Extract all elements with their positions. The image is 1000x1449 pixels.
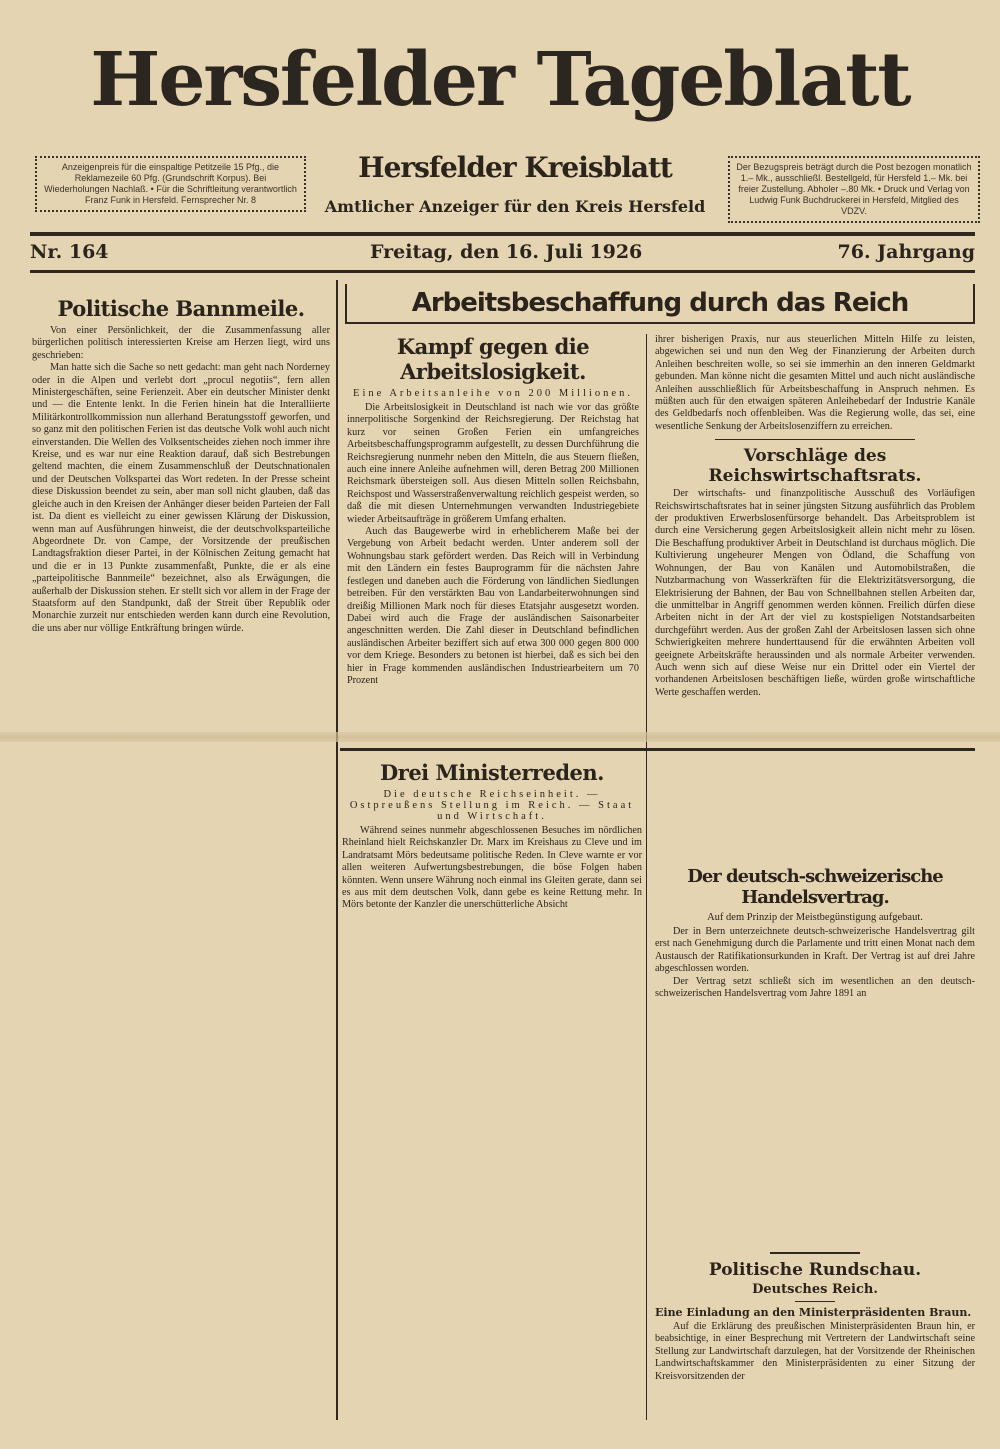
paragraph: Der in Bern unterzeichnete deutsch-schweizerische Handelsvertrag gilt erst nach Genehmigung durch die Parlamente und tritt einen Monat nach dem Austausch der Ratifikationsurkunden in Kraft. Der Vertrag ist auf drei Jahre abgeschlossen worden.	[655, 926, 975, 975]
issue-number: Nr. 164	[30, 241, 109, 263]
masthead-subtitle: Hersfelder Kreisblatt	[358, 151, 672, 184]
article-three-minister-speeches	[342, 760, 642, 1420]
paragraph: Auch das Baugewerbe wird in erheblicherem Maße bei der Vergebung von Arbeit bedacht werden. Unter anderem soll der Wohnungsbau stark gefördert werden. Das Reich will in Verbindung mit den Ländern ein festes Bauprogramm für die nächsten Jahre festlegen und daneben auch die Förderung von ländlichen Siedlungen betreiben. Für den verstärkten Bau von Landarbeiterwohnungen sind dreißig Millionen Mark noch für dieses Etatsjahr ausgesetzt worden. Dabei wird auch die Frage der ausländischen Saisonarbeiter angeschnitten werden. Die Zahl dieser in Deutschland befindlichen ausländischen Arbeiter beziffert sich auf etwa 300 000 gegen 800 000 vor dem Kriege. Besonders zu betonen ist hierbei, daß es sich bei den hier in Frage kommenden ausländischen Industriearbeitern um 70 Prozent	[347, 526, 639, 686]
rule	[340, 748, 975, 751]
kicker: Eine Arbeitsanleihe von 200 Millionen.	[353, 388, 633, 399]
ad-rates-box: Anzeigenpreis für die einspaltige Petitzeile 15 Pfg., die Reklamezeile 60 Pfg. (Grundschrift Korpus). Bei Wiederholungen Nachlaß. • Für die Schriftleitung verantwortlich Franz Funk in Hersfeld. Fernsprecher Nr. 8	[35, 156, 306, 212]
masthead-tagline: Amtlicher Anzeiger für den Kreis Hersfeld	[324, 197, 706, 216]
paragraph: ihrer bisherigen Praxis, nur aus steuerlichen Mitteln Hilfe zu leisten, abgewichen sei und nun den Weg der Finanzierung der Arbeiten durch Anleihen beschreiten wolle, so sei sie immerhin an den inneren Geldmarkt gebunden. Man könne nicht die gesamten Mittel und auch nicht ausländische Anleihen ausschließlich für Arbeitsbeschaffung in Anspruch nehmen. Es müßten auch für den etwaigen späteren Anleihebedarf der Industrie Kanäle des Geldbedarfs noch offenbleiben. Was die Regierung wolle, das sei, eine wesentliche Senkung der Arbeitslosenziffern zu erreichen.	[655, 334, 975, 432]
paragraph: Von einer Persönlichkeit, der die Zusammenfassung aller bürgerlichen politisch interessierten Kreise am Herzen liegt, wird uns geschrieben:	[32, 325, 330, 361]
kicker: Die deutsche Reichseinheit. — Ostpreußens Stellung im Reich. — Staat und Wirtschaft.	[349, 789, 635, 822]
subhead: Vorschläge des Reichswirtschaftsrats.	[708, 446, 922, 487]
rule	[30, 232, 975, 236]
paragraph: Der Vertrag setzt schließt sich im wesentlichen an den deutsch-schweizerischen Handelsvertrag vom Jahre 1891 an	[655, 975, 975, 1000]
divider	[795, 1301, 835, 1302]
headline: Kampf gegen die Arbeitslosigkeit.	[396, 334, 590, 384]
column-rule	[646, 334, 647, 1420]
masthead-title: Hersfelder Tageblatt	[90, 37, 910, 123]
headline: Drei Ministerreden.	[380, 760, 604, 785]
article-political-review	[655, 1246, 975, 1426]
subscription-box: Der Bezugspreis beträgt durch die Post bezogen monatlich 1.– Mk., ausschließl. Bestellgeld, für Hersfeld 1.– Mk. bei freier Zustellung. Abholer –.80 Mk. • Druck und Verlag von Ludwig Funk Buchdruckerei in Hersfeld, Mitglied des VDZV.	[728, 156, 980, 223]
article-unemployment-continued	[655, 334, 975, 734]
section-title: Deutsches Reich.	[752, 1282, 878, 1297]
dateline	[30, 240, 975, 266]
headline: Politische Rundschau.	[708, 1260, 922, 1280]
rule	[30, 270, 975, 273]
divider	[715, 439, 915, 440]
issue-date: Freitag, den 16. Juli 1926	[370, 241, 643, 263]
paragraph: Die Arbeitslosigkeit in Deutschland ist nach wie vor das größte innerpolitische Sorgenkind der Reichsregierung. Der Reichstag hat kurz vor seinen Großen Ferien ein umfangreiches Arbeitsbeschaffungsprogramm aufgestellt, zu dessen Durchführung die Reichsregierung nunmehr neben den Mitteln, die aus Steuern fließen, auch eine innere Anleihe aufnehmen will, deren Betrag 200 Millionen Reichsmark übersteigen soll. Aus diesen Mitteln sollen Reichsbahn, Reichspost und Wasserstraßenverwaltung reichlich gespeist werden, so daß die mit diesen Unternehmungen verwandten Industriegebiete wieder Arbeitsaufträge in größerem Umfang erhalten.	[347, 402, 639, 525]
paper-fold	[0, 732, 1000, 742]
volume: 76. Jahrgang	[837, 241, 975, 263]
paragraph: Der wirtschafts- und finanzpolitische Ausschuß des Vorläufigen Reichswirtschaftsrates hat in seiner jüngsten Sitzung ausführlich das Problem der produktiven Erwerbslosenfürsorge behandelt. Das Arbeitsproblem ist durch eine Versicherung gegen Arbeitslosigkeit allein nicht mehr zu lösen. Die Beschaffung produktiver Arbeit in Deutschland ist durchaus möglich. Die Kultivierung ungeheurer Mengen von Ödland, die Schaffung von Wohnungen, der Bau von Kanälen und Automobilstraßen, die Nutzbarmachung von Wasserkräften für die Elektrizitätsversorgung, die Elektrisierung der Bahnen, der Bau von Schnellbahnen stellen Arbeiten dar, die unmittelbar in Angriff genommen werden können. Freilich dürfen diese Arbeiten nicht in der Art der viel zu kostspieligen Notstandsarbeiten durchgeführt werden. Aus der großen Zahl der Arbeitslosen lassen sich ohne Schwierigkeiten mehrere hunderttausend für die erwähnten Arbeiten voll geeignete Arbeitskräfte heraussinden und als normale Arbeiter verwenden. Auch wenn sich auf diese Weise nur ein Drittel oder ein Viertel der vorhandenen Arbeitslosen beschäftigen ließe, würden große wirtschaftliche Werte geschaffen werden.	[655, 488, 975, 698]
article-trade-agreement	[655, 866, 975, 1236]
main-headline: Arbeitsbeschaffung durch das Reich	[345, 284, 975, 324]
column-rule	[336, 280, 338, 1420]
headline: Der deutsch-schweizerische Handelsvertrag.	[687, 866, 943, 908]
article-political-bannmeile	[32, 296, 330, 1416]
article-unemployment	[347, 334, 639, 734]
paragraph: Auf die Erklärung des preußischen Ministerpräsidenten Braun hin, er beabsichtige, in einer Besprechung mit Vertretern der Landwirtschaft seine Stellung zur Landwirtschaft darzulegen, hat der Vorsitzende der Rheinischen Landwirtschaftskammer den Ministerpräsidenten zu einer Sitzung der Kreisvorsitzenden der	[655, 1321, 975, 1382]
kicker: Auf dem Prinzip der Meistbegünstigung aufgebaut.	[707, 912, 923, 923]
paragraph: Während seines nunmehr abgeschlossenen Besuches im nördlichen Rheinland hielt Reichskanzler Dr. Marx im Kreishaus zu Cleve und im Landratsamt Mörs bedeutsame politische Reden. In Cleve warnte er vor allen weiteren Aufwertungsbestrebungen, die böse Folgen haben könnten. Wenn unsere Währung noch einmal ins Gleiten gerate, dann sei es aus mit dem deutschen Volk, dann gebe es keine Rettung mehr. In Mörs betonte der Kanzler die unerschütterliche Absicht	[342, 825, 642, 911]
item-title: Eine Einladung an den Ministerpräsidenten Braun.	[655, 1306, 972, 1319]
paragraph: Man hatte sich die Sache so nett gedacht: man geht nach Norderney oder in die Alpen und verlebt dort „procul negotiis“, fern allen Ministergeschäften, seine Ferienzeit. Aber ein deutscher Minister denkt und — die Entente lenkt. In die Ferien hinein hat die Interalliierte Militärkontrollkommission nun allerhand Beratungsstoff geworfen, und so ganz mit den politischen Ferien ist das deutsche Volk wohl auch nicht einverstanden. Die Wellen des Volksentscheides ziehen noch immer ihre Kreise, und es war nur eine Reaktion darauf, daß sich Bestrebungen geltend machten, die einem Zusammenschluß der Deutschnationalen und der Deutschen Volkspartei das Wort redeten. In der Presse scheint diese Diskussion beendet zu sein, aber man soll nicht glauben, daß das gleiche auch in den Kreisen der Anhänger dieser beiden Parteien der Fall ist. Da dient es vielleicht zu einer gewissen Klärung der Diskussion, wenn man auf Ausführungen hinweist, die der deutschvolksparteiliche Abgeordnete Dr. von Campe, der Vorsitzende der preußischen Landtagsfraktion dieser Partei, in der Kölnischen Zeitung gemacht hat und die er in 13 Punkte zusammenfaßt, Punkte, die er als eine „parteipolitische Bannmeile“ bezeichnet, also als Erwägungen, die außerhalb der Diskussion stehen. Er stellt sich vor allem in der Frage der Staatsform auf den Standpunkt, daß der Streit über Republik oder Monarchie zurzeit nur entschieden werden kann durch eine Revolution, die uns aber nur völlige Entkräftung bringen würde.	[32, 362, 330, 634]
headline: Politische Bannmeile.	[57, 296, 305, 321]
divider	[770, 1252, 860, 1254]
